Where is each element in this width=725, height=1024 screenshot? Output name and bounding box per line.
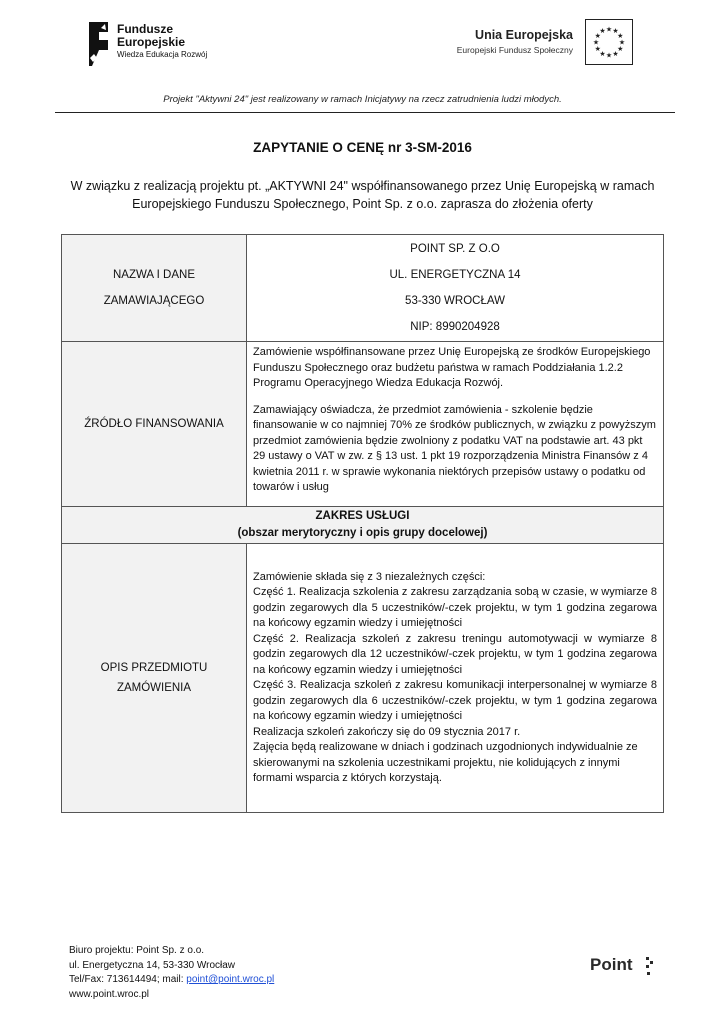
contractor-street: UL. ENERGETYCZNA 14 — [389, 269, 521, 281]
eu-subtitle: Europejski Fundusz Społeczny — [456, 45, 573, 55]
eu-star: ★ — [605, 52, 613, 60]
point-logo-dots-icon — [645, 955, 655, 977]
eu-star: ★ — [617, 33, 624, 40]
contractor-row — [62, 235, 664, 342]
eu-star: ★ — [599, 28, 606, 36]
description-part-3: Część 3. Realizacja szkoleń z zakresu komunikacji interpersonalnej w wymiarze 8 godzin zegarowych dla 6 uczestników/-czek projektu, w tym 1 godzina zegarowa na końcowy egzamin wiedzy i umiejętności — [253, 679, 657, 722]
document-title: ZAPYTANIE O CENĘ nr 3-SM-2016 — [253, 140, 472, 155]
footer-office: Biuro projektu: Point Sp. z o.o. — [69, 945, 205, 956]
scope-header — [62, 507, 664, 544]
fe-logo-line1: Fundusze — [117, 22, 173, 36]
point-logo: Point — [590, 955, 633, 974]
contractor-city: 53-330 WROCŁAW — [405, 295, 505, 307]
eu-star: ★ — [592, 39, 600, 47]
header-divider — [55, 112, 675, 113]
description-label — [62, 544, 247, 813]
intro-paragraph: W związku z realizacją projektu pt. „AKTYWNI 24" współfinansowanego przez Unię Europejską w ramach Europejskiego Funduszu Społecznego, Point Sp. z o.o. zaprasza do złożenia oferty — [70, 179, 655, 211]
eu-star: ★ — [612, 28, 619, 36]
description-part-2: Część 2. Realizacja szkoleń z zakresu treningu automotywacji w wymiarze 8 godzin zegarowych dla 12 uczestników/-czek projektu, w tym 1 godzina zegarowa na końcowy egzamin wiedzy i umiejętności — [253, 632, 657, 676]
fe-logo-line3: Wiedza Edukacja Rozwój — [117, 50, 208, 59]
description-line-intro: Zamówienie składa się z 3 niezależnych części: — [253, 570, 486, 583]
eu-star: ★ — [617, 46, 624, 53]
scope-row — [62, 507, 664, 544]
financing-row — [62, 342, 664, 507]
financing-paragraph-1: Zamówienie współfinansowane przez Unię Europejską ze środków Europejskiego Funduszu Społecznego oraz budżetu państwa w ramach Poddziałania 1.2.2 Programu Operacyjnego Wiedza Edukacja Rozwój. — [253, 346, 651, 389]
scope-subtitle: (obszar merytoryczny i opis grupy docelowej) — [237, 527, 488, 539]
footer-phone-mail — [69, 973, 274, 988]
eu-title: Unia Europejska — [475, 28, 573, 42]
offer-table — [61, 234, 664, 813]
description-deadline: Realizacja szkoleń zakończy się do 09 stycznia 2017 r. — [253, 725, 521, 738]
contractor-label-line2: ZAMAWIAJĄCEGO — [103, 295, 205, 307]
contractor-label — [62, 235, 247, 342]
footer-contact — [69, 944, 274, 1002]
footer-website: www.point.wroc.pl — [69, 988, 150, 1000]
description-details — [247, 544, 664, 813]
eu-star: ★ — [618, 39, 626, 47]
fundusze-europejskie-logo — [86, 20, 226, 68]
fe-emblem-icon — [86, 20, 112, 68]
contractor-details — [247, 235, 664, 342]
eu-star: ★ — [599, 50, 606, 58]
contractor-label-line1: NAZWA I DANE — [113, 269, 195, 281]
description-label-line1: OPIS PRZEDMIOTU — [100, 662, 208, 674]
footer-address: ul. Energetyczna 14, 53-330 Wrocław — [69, 959, 236, 971]
footer-phone: Tel/Fax: 713614494; mail: — [69, 974, 187, 985]
eu-flag-icon — [585, 19, 633, 65]
description-row — [62, 544, 664, 813]
scope-title: ZAKRES USŁUGI — [315, 510, 410, 522]
eu-star: ★ — [612, 50, 619, 58]
footer-email-link[interactable]: point@point.wroc.pl — [186, 974, 275, 985]
eu-star: ★ — [605, 26, 613, 34]
eu-star: ★ — [594, 33, 601, 40]
financing-label: ŹRÓDŁO FINANSOWANIA — [62, 342, 247, 507]
eu-label — [430, 28, 573, 55]
fe-logo-line2: Europejskie — [117, 35, 186, 49]
description-schedule: Zajęcia będą realizowane w dniach i godzinach uzgodnionych indywidualnie ze skierowanymi na szkolenia uczestnikami projektu, nie kolidujących z innymi formami wsparcia z których korzystają. — [253, 741, 638, 784]
project-note: Projekt "Aktywni 24" jest realizowany w ramach Inicjatywy na rzecz zatrudnienia ludzi młodych. — [163, 94, 562, 105]
financing-details — [247, 342, 664, 507]
financing-paragraph-2: Zamawiający oświadcza, że przedmiot zamówienia - szkolenie będzie finansowanie w co najmniej 70% ze środków publicznych, w związku z powyższym przedmiot zamówienia będzie zwolniony z podatku VAT na podstawie art. 43 pkt 29 ustawy o VAT w zw. z § 13 ust. 1 pkt 19 rozporządzenia Ministra Finansów z 4 kwietnia 2011 r. w sprawie wykonania niektórych przepisów ustawy o podatku od towarów i usług — [253, 403, 656, 493]
description-part-1: Część 1. Realizacja szkolenia z zakresu zarządzania sobą w czasie, w wymiarze 8 godzin zegarowych dla 5 uczestników/-czek projektu, w tym 1 godzina zegarowa na końcowy egzamin wiedzy i umiejętności — [253, 586, 657, 629]
description-label-line2: ZAMÓWIENIA — [116, 682, 192, 694]
eu-star: ★ — [594, 46, 601, 53]
contractor-name: POINT SP. Z O.O — [410, 243, 500, 255]
contractor-nip: NIP: 8990204928 — [410, 321, 500, 333]
